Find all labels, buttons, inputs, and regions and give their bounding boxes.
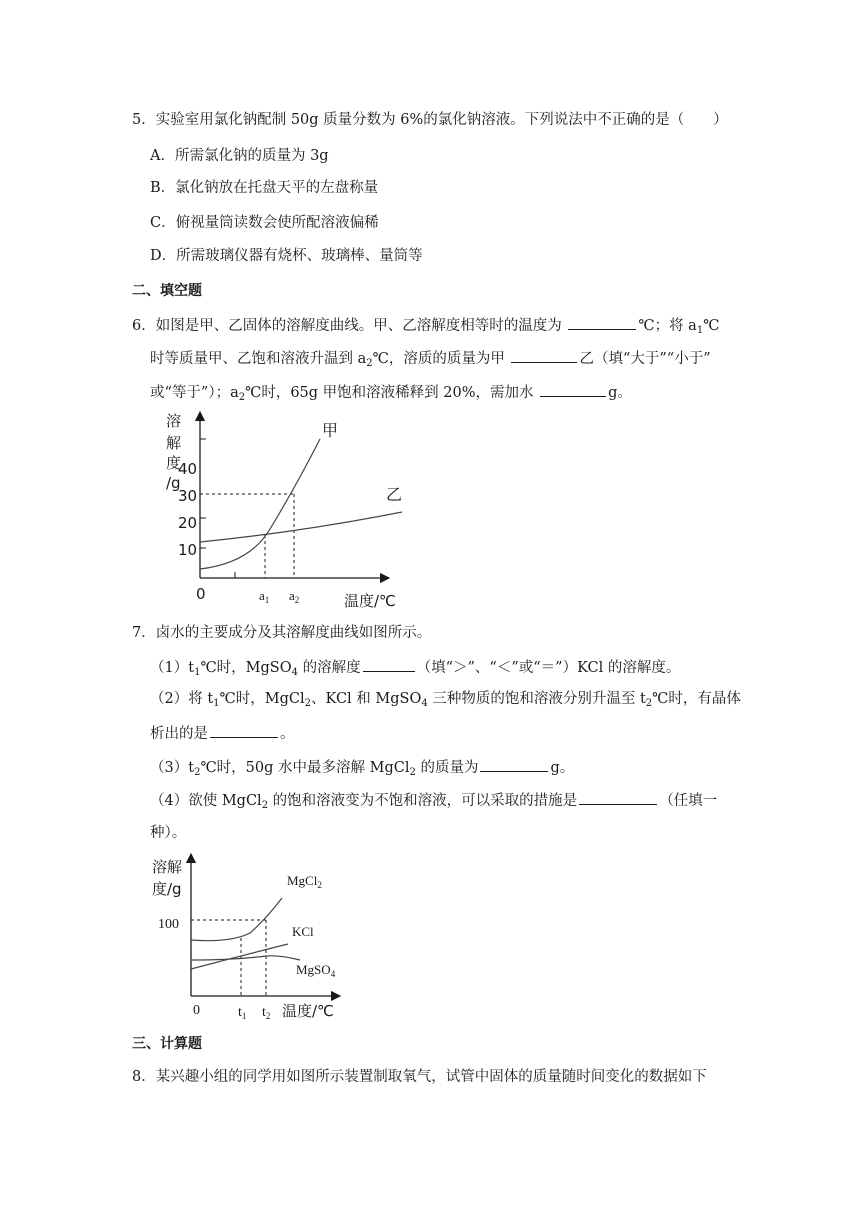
q7-text: （任填一 [659, 793, 718, 809]
y-tick-100: 100 [158, 917, 179, 932]
q7-text: （1）t [150, 660, 195, 676]
y-tick-10: 10 [178, 541, 198, 559]
q6-line-3 [150, 381, 632, 403]
section-heading-calculation: 三、计算题 [132, 1036, 202, 1052]
y-label-2: 度/g [152, 880, 182, 898]
series-label-yi: 乙 [386, 485, 403, 504]
curve-jia [200, 439, 320, 569]
q6-blank-3[interactable] [540, 381, 606, 397]
q6-blank-2[interactable] [511, 347, 577, 363]
q7-blank-3[interactable] [480, 756, 548, 772]
y-tick-40: 40 [178, 460, 198, 478]
q8-stem: 8．某兴趣小组的同学用如图所示装置制取氧气，试管中固体的质量随时间变化的数据如下 [132, 1069, 707, 1085]
q6-text: ℃ [703, 318, 720, 334]
q6-text: 或“等于”）；a [150, 385, 239, 401]
q7-text: ℃时，50g 水中最多溶解 MgCl [200, 760, 410, 776]
x-axis-label: 温度/℃ [282, 1002, 334, 1020]
q6-text: ℃时，65g 甲饱和溶液稀释到 20%，需加水 [245, 385, 539, 401]
curve-kcl [191, 944, 288, 969]
series-label-kcl: KCl [292, 924, 314, 939]
q5-stem: 5．实验室用氯化钠配制 50g 质量分数为 6%的氯化钠溶液。下列说法中不正确的是（ ） [132, 112, 728, 128]
q6-text: 时等质量甲、乙饱和溶液升温到 a [150, 351, 367, 367]
q6-text: 乙（填“大于”“小于” [579, 351, 711, 367]
q7-text: （3）t [150, 760, 195, 776]
x-tick-a1: $a_1$ [259, 588, 270, 605]
q6-text: g。 [608, 385, 632, 401]
q6-line-1 [132, 314, 719, 336]
q7-text: 的溶解度 [297, 660, 361, 676]
curve-yi [200, 512, 402, 542]
y-tick-30: 30 [178, 487, 198, 505]
q7-sub: 2 [194, 767, 201, 778]
q7-sub: 4 [291, 667, 298, 678]
q6-sub: 2 [238, 392, 246, 403]
q6-text: ℃；将 a [638, 318, 697, 334]
q6-sub: 1 [696, 325, 704, 336]
q7-text: （4）欲使 MgCl [150, 793, 262, 809]
origin-label: 0 [196, 585, 206, 603]
q7-blank-2[interactable] [210, 722, 278, 738]
q6-text: ℃，溶质的质量为甲 [372, 351, 510, 367]
q7-text: 的质量为 [415, 760, 479, 776]
q6-sub: 2 [366, 358, 373, 369]
q5-option-d: D．所需玻璃仪器有烧杯、玻璃棒、量筒等 [150, 248, 423, 264]
q5-option-a: A．所需氯化钠的质量为 3g [150, 148, 329, 164]
x-tick-t2: $t_2$ [262, 1005, 271, 1021]
q5-option-c: C．俯视量筒读数会使所配溶液偏稀 [150, 215, 379, 231]
q7-part-4-cont: 种）。 [150, 825, 187, 841]
q7-part-3 [150, 756, 574, 778]
q7-text: ℃时，MgSO [200, 660, 292, 676]
q7-text: ℃时，MgCl [219, 691, 305, 707]
q6-blank-1[interactable] [568, 314, 636, 330]
q7-text: g。 [550, 760, 575, 776]
q7-text: 。 [280, 726, 295, 742]
solubility-chart-1 [140, 408, 420, 613]
x-tick-t1: $t_1$ [238, 1005, 247, 1021]
series-label-jia: 甲 [322, 421, 339, 440]
x-tick-a2: $a_2$ [289, 588, 300, 605]
y-tick-20: 20 [178, 514, 198, 532]
y-label-1: 溶 [166, 412, 182, 430]
series-label-mgcl2: MgCl$_2$ [287, 873, 322, 890]
q7-text: 的饱和溶液变为不饱和溶液，可以采取的措施是 [268, 793, 578, 809]
q7-text: （填“＞”、“＜”或“＝”）KCl 的溶解度。 [416, 660, 681, 676]
curve-mgcl2 [191, 898, 282, 941]
y-label-3: 度 [166, 454, 182, 472]
q5-option-b: B．氯化钠放在托盘天平的左盘称量 [150, 180, 379, 196]
q7-sub: 2 [645, 698, 653, 709]
q7-sub: 2 [261, 800, 269, 811]
q7-text: 、KCl 和 MgSO [311, 691, 422, 707]
section-heading-fill-blank: 二、填空题 [132, 283, 202, 299]
q7-sub: 1 [213, 698, 220, 709]
y-label-4: /g [166, 474, 181, 492]
x-axis-label: 温度/℃ [344, 592, 396, 610]
series-label-mgso4: MgSO$_4$ [296, 962, 336, 979]
q7-part-1 [150, 656, 680, 678]
q7-blank-1[interactable] [363, 656, 415, 672]
solubility-chart-2 [140, 848, 380, 1023]
q7-sub: 1 [194, 667, 201, 678]
q7-text: （2）将 t [150, 691, 214, 707]
q7-text: 析出的是 [150, 726, 208, 742]
y-label-2: 解 [166, 434, 182, 452]
q7-sub: 2 [304, 698, 312, 709]
curve-mgso4 [191, 956, 300, 960]
y-label-1: 溶解 [152, 858, 183, 876]
q7-part-2-cont [150, 722, 295, 744]
q7-text: 三种物质的饱和溶液分别升温至 t [427, 691, 646, 707]
q7-sub: 4 [421, 698, 428, 709]
q7-sub: 2 [409, 767, 416, 778]
q7-intro: 7．卤水的主要成分及其溶解度曲线如图所示。 [132, 625, 432, 641]
q6-line-2 [150, 347, 711, 369]
origin-label: 0 [193, 1003, 200, 1018]
q7-blank-4[interactable] [579, 789, 657, 805]
q7-part-2 [150, 689, 741, 709]
q7-text: ℃时，有晶体 [652, 691, 741, 707]
q7-part-4 [150, 789, 717, 811]
q6-text: 6．如图是甲、乙固体的溶解度曲线。甲、乙溶解度相等时的温度为 [132, 318, 567, 334]
